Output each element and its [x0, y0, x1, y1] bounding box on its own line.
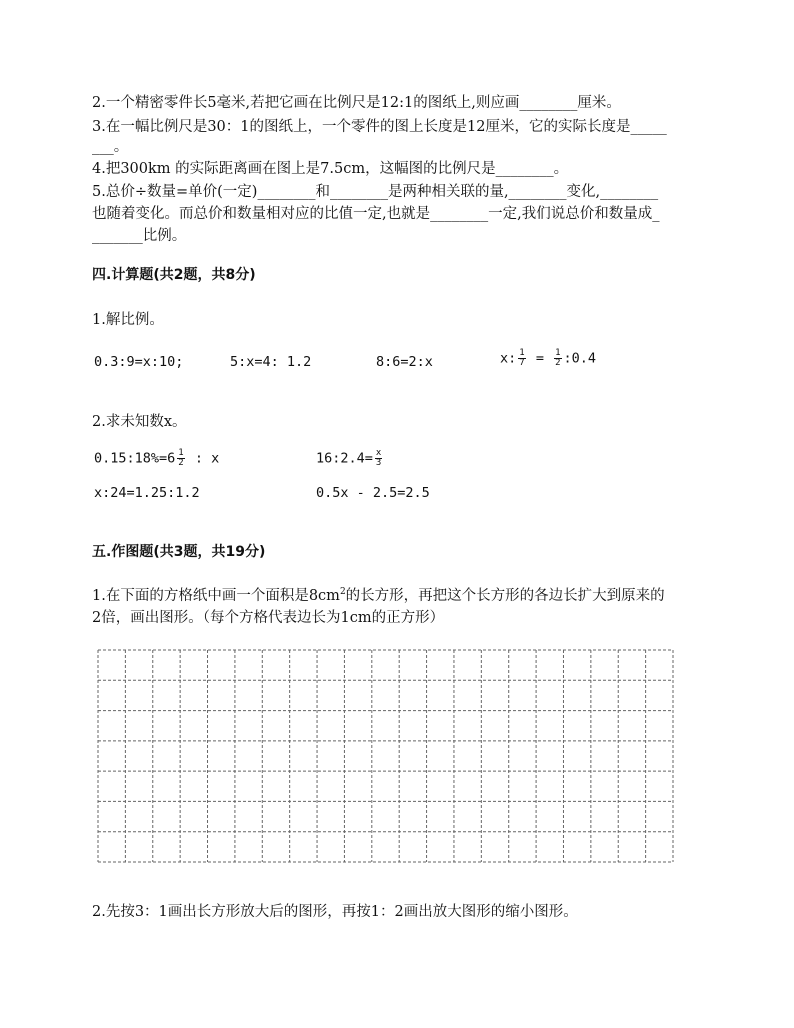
question-3-4: 4.把300km 的实际距离画在图上是7.5cm，这幅图的比例尺是________。 [92, 161, 569, 177]
fraction-denominator: 2 [555, 358, 561, 368]
question-5-1-line2: 2倍，画出图形。（每个方格代表边长为1cm的正方形） [92, 610, 445, 626]
equation-4-2-a-prefix: 0.15:18%=6 [94, 450, 176, 467]
equation-4-1-d-equals: = [527, 350, 553, 367]
question-3-3-line1: 3.在一幅比例尺是30：1的图纸上，一个零件的图上长度是12厘米，它的实际长度是_____ [92, 119, 667, 135]
equation-4-1-b: 5:x=4: 1.2 [230, 354, 312, 370]
question-5-1-suffix: 的长方形，再把这个长方形的各边长扩大到原来的 [345, 588, 665, 604]
question-3-5-line3: _______比例。 [92, 228, 187, 244]
fraction-numerator: 1 [555, 348, 561, 358]
section-4-heading: 四.计算题(共2题，共8分) [92, 267, 256, 283]
fraction-denominator: 7 [519, 358, 525, 368]
question-5-1-prefix: 1.在下面的方格纸中画一个面积是8cm [92, 588, 340, 604]
superscript-two: 2 [339, 587, 346, 598]
fraction-numerator: x [375, 448, 382, 458]
equation-4-1-c: 8:6=2:x [376, 354, 433, 370]
equation-4-2-d: 0.5x - 2.5=2.5 [316, 485, 430, 501]
equation-4-1-d-suffix: :0.4 [563, 350, 597, 367]
question-3-3-line2: ___。 [92, 139, 129, 155]
equation-4-2-c: x:24=1.25:1.2 [94, 485, 200, 501]
equation-4-1-a: 0.3:9=x:10; [94, 354, 184, 370]
question-3-5-line1: 5.总价÷数量=单价(一定)________和________是两种相关联的量,________变化,________ [92, 184, 659, 200]
equation-4-2-a-suffix: : x [186, 450, 220, 467]
question-3-2: 2.一个精密零件长5毫米,若把它画在比例尺是12:1的图纸上,则应画________厘米。 [92, 95, 621, 111]
question-4-2-title: 2.求未知数x。 [92, 414, 187, 430]
fraction-numerator: 1 [178, 448, 184, 458]
fraction-numerator: 1 [519, 348, 525, 358]
section-5-heading: 五.作图题(共3题，共19分) [92, 544, 266, 560]
question-3-5-line2: 也随着变化。而总价和数量相对应的比值一定,也就是________一定,我们说总价和数量成_ [92, 206, 660, 222]
fraction-denominator: 2 [178, 458, 184, 468]
fraction-denominator: 3 [375, 458, 382, 468]
question-4-1-title: 1.解比例。 [92, 312, 164, 328]
equation-4-1-d-prefix: x: [500, 350, 517, 367]
equation-4-2-b-prefix: 16:2.4= [316, 450, 373, 467]
question-5-2: 2.先按3：1画出长方形放大后的图形，再按1：2画出放大图形的缩小图形。 [92, 904, 578, 920]
